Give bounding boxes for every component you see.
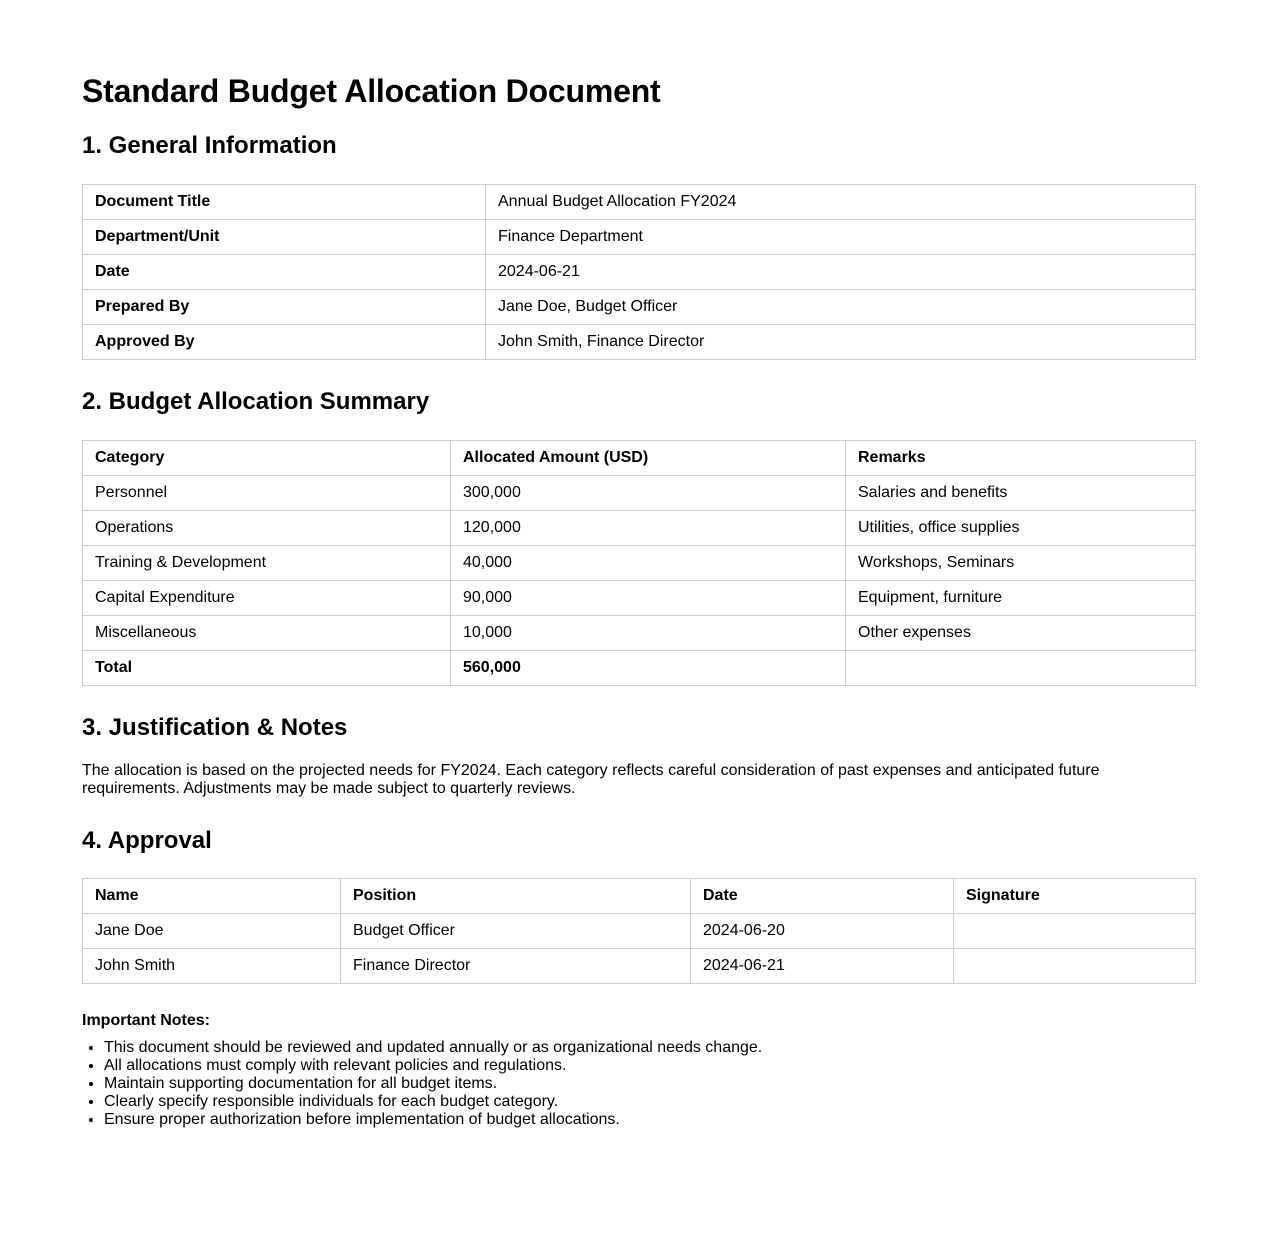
list-item: • Clearly specify responsible individuals for each budget category. [104,1093,762,1111]
justification-text: The allocation is based on the projected needs for FY2024. Each category reflects careful consideration of past expenses and anticipated future requirements. Adjustments may be made subject to quarterly reviews. [82,762,1100,797]
amount-cell: 90,000 [451,581,846,616]
remarks-cell: Salaries and benefits [846,476,1196,511]
table-row [83,581,1196,616]
column-header-name: Name [83,879,341,914]
field-value: Jane Doe, Budget Officer [486,290,1196,325]
section-approval-heading: 4. Approval [82,827,212,854]
column-header-position: Position [341,879,691,914]
amount-cell: 300,000 [451,476,846,511]
table-row [83,185,1196,220]
category-cell: Miscellaneous [83,616,451,651]
position-cell: Budget Officer [341,914,691,949]
table-row [83,325,1196,360]
field-label: Document Title [83,185,486,220]
category-cell: Operations [83,511,451,546]
table-row [83,949,1196,984]
list-item: • Maintain supporting documentation for all budget items. [104,1075,762,1093]
category-cell: Capital Expenditure [83,581,451,616]
position-cell: Finance Director [341,949,691,984]
remarks-cell: Equipment, furniture [846,581,1196,616]
column-header-category: Category [83,441,451,476]
signature-cell [954,914,1196,949]
table-header-row [83,879,1196,914]
table-row [83,255,1196,290]
table-row [83,511,1196,546]
field-label: Prepared By [83,290,486,325]
column-header-date: Date [691,879,954,914]
signature-cell [954,949,1196,984]
general-info-table [82,184,1196,360]
table-header-row [83,441,1196,476]
field-label: Approved By [83,325,486,360]
total-row [83,651,1196,686]
field-value: 2024-06-21 [486,255,1196,290]
remarks-cell: Utilities, office supplies [846,511,1196,546]
date-cell: 2024-06-21 [691,949,954,984]
table-row [83,914,1196,949]
name-cell: John Smith [83,949,341,984]
category-cell: Personnel [83,476,451,511]
field-value: Finance Department [486,220,1196,255]
remarks-cell: Other expenses [846,616,1196,651]
budget-summary-table [82,440,1196,686]
field-label: Date [83,255,486,290]
list-item: • Ensure proper authorization before implementation of budget allocations. [104,1111,762,1129]
date-cell: 2024-06-20 [691,914,954,949]
table-row [83,616,1196,651]
column-header-signature: Signature [954,879,1196,914]
table-row [83,220,1196,255]
column-header-amount: Allocated Amount (USD) [451,441,846,476]
name-cell: Jane Doe [83,914,341,949]
amount-cell: 120,000 [451,511,846,546]
field-value: John Smith, Finance Director [486,325,1196,360]
amount-cell: 10,000 [451,616,846,651]
total-label: Total [83,651,451,686]
approval-table [82,878,1196,984]
list-item: • This document should be reviewed and updated annually or as organizational needs change. [104,1039,762,1057]
table-row [83,476,1196,511]
document-title: Standard Budget Allocation Document [82,73,661,109]
section-justification-heading: 3. Justification & Notes [82,714,348,741]
table-row [83,290,1196,325]
table-row [83,546,1196,581]
total-amount: 560,000 [451,651,846,686]
important-notes-title: Important Notes: [82,1012,210,1029]
column-header-remarks: Remarks [846,441,1196,476]
section-summary-heading: 2. Budget Allocation Summary [82,388,430,415]
total-remarks [846,651,1196,686]
remarks-cell: Workshops, Seminars [846,546,1196,581]
field-value: Annual Budget Allocation FY2024 [486,185,1196,220]
field-label: Department/Unit [83,220,486,255]
amount-cell: 40,000 [451,546,846,581]
list-item: • All allocations must comply with relevant policies and regulations. [104,1057,762,1075]
important-notes-list [82,1039,762,1129]
section-general-heading: 1. General Information [82,132,337,159]
category-cell: Training & Development [83,546,451,581]
